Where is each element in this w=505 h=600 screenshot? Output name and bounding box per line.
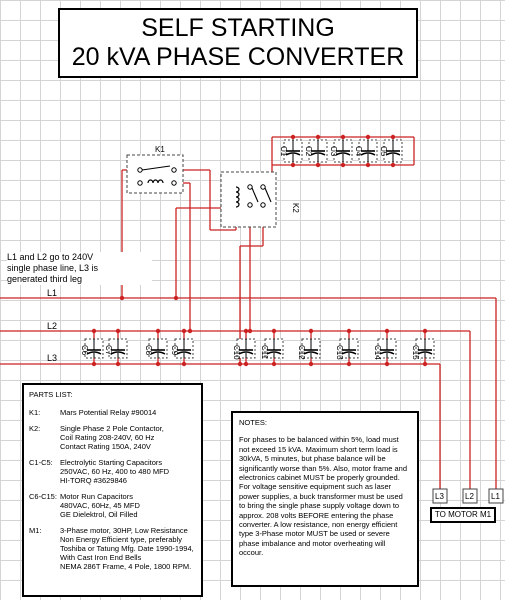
motor-terminal-label: L2 <box>465 492 474 501</box>
junction-dot <box>316 163 320 167</box>
capacitor-c8-label: C8 <box>144 345 153 356</box>
capacitor-c12 <box>297 339 320 360</box>
capacitor-c1-label: C1 <box>279 146 288 157</box>
junction-dot <box>244 362 248 366</box>
part-desc <box>60 458 169 485</box>
capacitor-c1 <box>279 140 302 162</box>
part-desc <box>60 492 140 519</box>
junction-dot <box>366 163 370 167</box>
part-desc-line: Contact Rating 150A, 240V <box>60 442 151 451</box>
part-c6-c15 <box>29 492 196 519</box>
junction-dot <box>385 329 389 333</box>
junction-dot <box>391 163 395 167</box>
part-desc-line: 480VAC, 60Hz, 45 MFD <box>60 501 140 510</box>
junction-dot <box>391 135 395 139</box>
capacitor-c3 <box>329 140 352 162</box>
line-label-l2: L2 <box>47 321 58 331</box>
supply-note-line: generated third leg <box>7 274 83 284</box>
capacitor-c13 <box>335 339 358 360</box>
part-key: M1: <box>29 526 42 535</box>
capacitor-c4-label: C4 <box>354 146 363 157</box>
capacitor-c9-label: C9 <box>170 345 179 356</box>
junction-dot <box>341 135 345 139</box>
junction-dot <box>116 362 120 366</box>
capacitor-c14-label: C14 <box>373 345 382 360</box>
part-desc-line: Motor Run Capacitors <box>60 492 133 501</box>
part-key: C1-C5: <box>29 458 53 467</box>
notes-text: For phases to be balanced within 5%, load must not exceed 15 kVA. Maximum short term load is 30kVA, 5 minutes, but phase balance will be significantly worse than 5%. Also, motor frame and electronics cabinet MUST be properly grounded. For voltage sensitive equipment such as laser power supplies, a buck transformer must be used to bring the single phase supply voltage down to approx. 208 volts BEFORE entering the phase converter. A low resistance, non energy efficient type 3-Phase motor MUST be used or severe phase imbalance and motor overheating will occour. <box>239 435 407 558</box>
relay-k1-contact <box>138 168 142 172</box>
junction-dot <box>423 329 427 333</box>
part-desc-line: Coil Rating 208-240V, 60 Hz <box>60 433 155 442</box>
capacitor-c5 <box>379 140 402 162</box>
capacitor-c6 <box>80 339 103 358</box>
part-k2 <box>29 424 196 451</box>
contactor-k2 <box>221 172 276 227</box>
contactor-k2-housing <box>221 172 276 227</box>
part-k1 <box>29 408 196 417</box>
part-key: C6-C15: <box>29 492 57 501</box>
capacitor-c9 <box>170 339 193 358</box>
contactor-k2-contact <box>261 203 265 207</box>
junction-dot <box>174 296 178 300</box>
junction-dot <box>272 329 276 333</box>
contactor-k2-contact <box>248 185 252 189</box>
relay-k1 <box>127 155 183 193</box>
junction-dot <box>182 329 186 333</box>
junction-dot <box>244 329 248 333</box>
part-desc-line: Mars Potential Relay #90014 <box>60 408 157 417</box>
capacitor-c11 <box>260 339 283 360</box>
junction-dot <box>156 329 160 333</box>
junction-dot <box>92 362 96 366</box>
junction-dot <box>272 362 276 366</box>
supply-note-line: L1 and L2 go to 240V <box>7 252 94 262</box>
capacitor-c11-label: C11 <box>260 345 269 360</box>
junction-dot <box>238 362 242 366</box>
junction-dot <box>291 135 295 139</box>
part-key: K2: <box>29 424 41 433</box>
capacitor-c15-label: C15 <box>411 345 420 360</box>
junction-dot <box>291 163 295 167</box>
notes-title: NOTES: <box>239 418 267 427</box>
junction-dot <box>116 329 120 333</box>
part-m1 <box>29 526 196 571</box>
supply-note <box>7 252 152 285</box>
capacitor-c4 <box>354 140 377 162</box>
relay-k1-contact <box>172 168 176 172</box>
line-label-l1: L1 <box>47 288 58 298</box>
motor-terminal-l3 <box>433 489 447 503</box>
part-desc <box>60 408 156 417</box>
junction-dot <box>248 329 252 333</box>
capacitor-c6-label: C6 <box>80 345 89 356</box>
junction-dot <box>385 362 389 366</box>
junction-dot <box>92 329 96 333</box>
capacitor-c3-label: C3 <box>329 146 338 157</box>
capacitor-c8 <box>144 339 167 358</box>
capacitor-c15 <box>411 339 434 360</box>
capacitor-c12-label: C12 <box>297 345 306 360</box>
title-box <box>58 8 418 78</box>
part-desc-line: 250VAC, 60 Hz, 400 to 480 MFD <box>60 467 170 476</box>
capacitor-c7-label: C7 <box>104 345 113 356</box>
motor-terminal-l2 <box>463 489 477 503</box>
capacitor-c5-label: C5 <box>379 146 388 157</box>
part-desc-line: GE Dielektrol, Oil Filled <box>60 510 138 519</box>
junction-dot <box>341 163 345 167</box>
capacitor-c10 <box>232 339 255 360</box>
motor-terminal-l1 <box>489 489 503 503</box>
junction-dot <box>309 362 313 366</box>
parts-list-title: PARTS LIST: <box>29 390 73 399</box>
junction-dot <box>309 329 313 333</box>
capacitor-c2 <box>304 140 327 162</box>
part-desc-line: 3-Phase motor, 30HP, Low Resistance <box>60 526 188 535</box>
junction-dot <box>156 362 160 366</box>
motor-label-box: TO MOTOR M1 <box>430 507 496 523</box>
capacitor-c14 <box>373 339 396 360</box>
junction-dot <box>182 362 186 366</box>
relay-k1-terminal <box>172 181 176 185</box>
part-desc <box>60 526 194 571</box>
junction-dot <box>120 296 124 300</box>
relay-k1-label: K1 <box>155 145 165 154</box>
parts-list <box>22 383 203 597</box>
junction-dot <box>366 135 370 139</box>
part-desc-line: NEMA 286T Frame, 4 Pole, 1800 RPM. <box>60 562 192 571</box>
part-desc <box>60 424 164 451</box>
part-desc-line: Non Energy Efficient type, preferably <box>60 535 183 544</box>
junction-dot <box>347 362 351 366</box>
notes-box <box>231 411 419 587</box>
junction-dot <box>347 329 351 333</box>
junction-dot <box>188 329 192 333</box>
relay-k1-housing <box>127 155 183 193</box>
junction-dot <box>316 135 320 139</box>
supply-note-line: single phase line, L3 is <box>7 263 99 273</box>
capacitor-c7 <box>104 339 127 358</box>
part-desc-line: With Cast Iron End Bells <box>60 553 142 562</box>
capacitor-c10-label: C10 <box>232 345 241 360</box>
title-line-1: SELF STARTING <box>141 14 335 42</box>
contactor-k2-label: K2 <box>291 203 300 213</box>
junction-dot <box>423 362 427 366</box>
part-key: K1: <box>29 408 41 417</box>
part-desc-line: Electrolytic Starting Capacitors <box>60 458 163 467</box>
title-line-2: 20 kVA PHASE CONVERTER <box>71 43 405 71</box>
contactor-k2-contact <box>261 185 265 189</box>
part-desc-line: Toshiba or Tatung Mfg. Date 1990-1994, <box>60 544 194 553</box>
part-c1-c5 <box>29 458 196 485</box>
capacitor-c2-label: C2 <box>304 146 313 157</box>
relay-k1-terminal <box>138 181 142 185</box>
part-desc-line: HI-TORQ #3629846 <box>60 476 127 485</box>
motor-terminal-label: L1 <box>491 492 500 501</box>
contactor-k2-contact <box>248 203 252 207</box>
motor-terminal-label: L3 <box>435 492 444 501</box>
part-desc-line: Single Phase 2 Pole Contactor, <box>60 424 164 433</box>
capacitor-c13-label: C13 <box>335 345 344 360</box>
line-label-l3: L3 <box>47 353 58 363</box>
